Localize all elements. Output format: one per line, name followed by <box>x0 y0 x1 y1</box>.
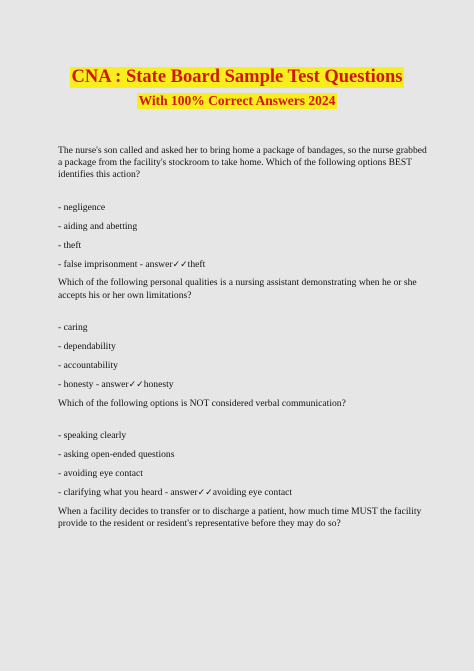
question-2-text: Which of the following personal qualities is a nursing assistant demonstrating when he or she accepts his or her own limitations? <box>58 277 417 301</box>
question-1-text: The nurse's son called and asked her to bring home a package of bandages, so the nurse grabbed a package from the facility's stockroom to take home. Which of the following options BEST identifies this action? <box>58 145 427 181</box>
check-mark-icon: ✓✓ <box>128 380 144 391</box>
question-4-text: When a facility decides to transfer or to discharge a patient, how much time MUST the facility provide to the resident or resident's representative before they may do so? <box>58 505 422 529</box>
question-3-answer-line <box>58 487 428 499</box>
question-1-option-2: - aiding and abetting <box>58 220 138 232</box>
question-2-option-3: - accountability <box>58 360 118 372</box>
question-2-answer-line <box>58 379 428 391</box>
question-3-text: Which of the following options is NOT considered verbal communication? <box>58 397 346 409</box>
check-mark-icon: ✓✓ <box>197 488 213 499</box>
question-3-option-1: - speaking clearly <box>58 429 127 441</box>
document-subtitle: With 100% Correct Answers 2024 <box>138 93 336 108</box>
question-3-answer: avoiding eye contact <box>212 487 293 499</box>
question-1-option-4: - false imprisonment - answer <box>58 259 173 271</box>
question-2-option-2: - dependability <box>58 341 116 353</box>
question-3-option-3: - avoiding eye contact <box>58 468 143 480</box>
question-3-option-2: - asking open-ended questions <box>58 449 175 461</box>
questions-content <box>58 145 428 530</box>
check-mark-icon: ✓✓ <box>172 260 188 271</box>
question-1-option-1: - negligence <box>58 201 106 213</box>
question-2-option-1: - caring <box>58 321 88 333</box>
question-2-option-4: - honesty - answer <box>58 379 129 391</box>
question-1-answer-line <box>58 259 428 271</box>
document-title: CNA : State Board Sample Test Questions <box>71 67 403 87</box>
title-block <box>0 67 474 88</box>
question-2-answer: honesty <box>143 379 174 391</box>
question-1-option-3: - theft <box>58 240 82 252</box>
question-1-answer: theft <box>187 259 206 271</box>
question-3-option-4: - clarifying what you heard - answer <box>58 487 198 499</box>
subtitle-block <box>0 92 474 110</box>
